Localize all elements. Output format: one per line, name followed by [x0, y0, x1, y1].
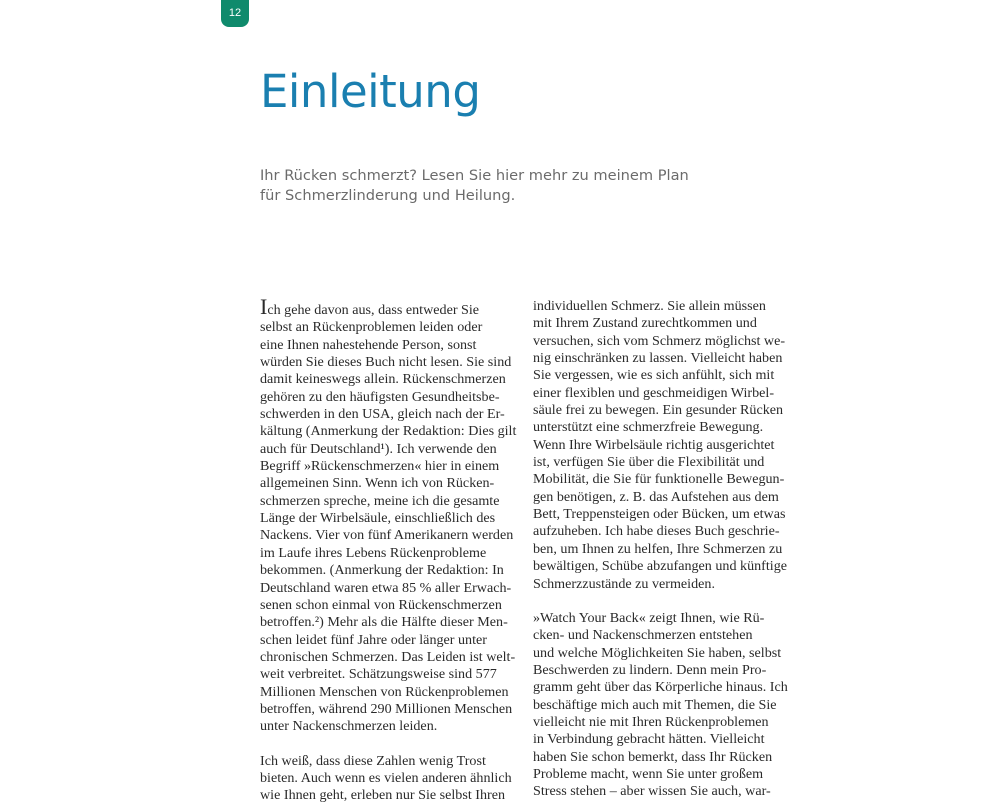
text-line: chronischen Schmerzen. Das Leiden ist welt- [260, 648, 516, 665]
text-line: Bett, Treppensteigen oder Bücken, um etwas [533, 506, 786, 523]
text-line: mit Ihrem Zustand zurechtkommen und [533, 315, 757, 332]
right-paragraph-1 [533, 298, 787, 593]
intro-line: für Schmerzlinderung und Heilung. [260, 187, 516, 204]
right-column [533, 298, 788, 801]
text-line: Wenn Ihre Wirbelsäule richtig ausgerichtet [533, 436, 775, 453]
text-line: würden Sie dieses Buch nicht lesen. Sie sind [260, 354, 512, 371]
left-column [260, 294, 517, 805]
text-line: gen benötigen, z. B. das Aufstehen aus dem [533, 488, 779, 505]
text-line: haben Sie schon bemerkt, dass Ihr Rücken [533, 748, 773, 765]
text-line [260, 294, 510, 319]
text-line: aufzuheben. Ich habe dieses Buch geschrie- [533, 523, 780, 540]
drop-cap: I [260, 294, 268, 319]
text-line: Millionen Menschen von Rückenproblemen [260, 683, 509, 700]
text-line: unterstützt eine schmerzfreie Bewegung. [533, 419, 764, 436]
left-paragraph-2 [260, 753, 510, 805]
text-line: Schmerzzustände zu vermeiden. [533, 575, 715, 592]
text-line: bieten. Auch wenn es vielen anderen ähnlich [260, 769, 512, 786]
text-line: in Verbindung gebracht hätten. Vielleicht [533, 731, 765, 748]
text-line: individuellen Schmerz. Sie allein müssen [533, 298, 766, 314]
right-paragraph-2 [533, 609, 788, 801]
text-line: Sie vergessen, wie es sich anfühlt, sich mit [533, 367, 775, 384]
text-line: Stress stehen – aber wissen Sie auch, war- [533, 783, 771, 800]
text-line: versuchen, sich vom Schmerz möglichst we- [533, 332, 786, 349]
text-line: eine Ihnen nahestehende Person, sonst [260, 336, 477, 353]
text-line: Ich weiß, dass diese Zahlen wenig Trost [260, 752, 486, 769]
text-line: Mobilität, die Sie für funktionelle Bewegun- [533, 471, 785, 488]
text-line: schwerden in den USA, gleich nach der Er- [260, 406, 505, 423]
page-number-badge: 12 [221, 0, 249, 27]
text-line: und welche Möglichkeiten Sie haben, selbst [533, 644, 782, 661]
text-line: schmerzen spreche, meine ich die gesamte [260, 492, 500, 509]
text-line: senen schon einmal von Rückenschmerzen [260, 596, 502, 613]
text-line: bewältigen, Schübe abzufangen und künftige [533, 558, 787, 575]
text-line: beschäftige mich auch mit Themen, die Sie [533, 696, 777, 713]
text-line: unter Nackenschmerzen leiden. [260, 718, 438, 735]
text-line: im Laufe ihres Lebens Rückenprobleme [260, 544, 487, 561]
left-paragraph-1 [260, 294, 517, 736]
text-line: selbst an Rückenproblemen leiden oder [260, 319, 483, 336]
text-line: Beschwerden zu lindern. Denn mein Pro- [533, 661, 767, 678]
text-line: Probleme macht, wenn Sie unter großem [533, 765, 764, 782]
text-line: Nackens. Vier von fünf Amerikanern werden [260, 527, 514, 544]
text-line: ben, um Ihnen zu helfen, Ihre Schmerzen zu [533, 540, 783, 557]
text-line: wie Ihnen geht, erleben nur Sie selbst Ihren [260, 787, 505, 804]
text-line: »Watch Your Back« zeigt Ihnen, wie Rü- [533, 609, 765, 626]
text-line: säule frei zu bewegen. Ein gesunder Rücken [533, 402, 784, 419]
text-line: schen leidet fünf Jahre oder länger unter [260, 631, 487, 648]
text-line: allgemeinen Sinn. Wenn ich von Rücken- [260, 475, 495, 492]
text-line: nig einschränken zu lassen. Vielleicht haben [533, 350, 783, 367]
text-line: betroffen.²) Mehr als die Hälfte dieser Men- [260, 614, 508, 631]
chapter-intro [260, 166, 690, 206]
text-line: weit verbreitet. Schätzungsweise sind 577 [260, 666, 497, 683]
intro-line: Ihr Rücken schmerzt? Lesen Sie hier mehr zu meinem Plan [260, 167, 689, 184]
text-line: gramm geht über das Körperliche hinaus. Ich [533, 679, 788, 696]
text-line: vielleicht nie mit Ihren Rückenproblemen [533, 713, 769, 730]
text-line: bekommen. (Anmerkung der Redaktion: In [260, 562, 504, 579]
text-line: gehören zu den häufigsten Gesundheitsbe- [260, 388, 500, 405]
text-line: kältung (Anmerkung der Redaktion: Dies gilt [260, 423, 517, 440]
chapter-title: Einleitung [260, 65, 481, 118]
text-line: Begriff »Rückenschmerzen« hier in einem [260, 458, 500, 475]
text-line: einer flexiblen und geschmeidigen Wirbel- [533, 384, 775, 401]
text-line: Deutschland waren etwa 85 % aller Erwach- [260, 579, 512, 596]
text-line: Länge der Wirbelsäule, einschließlich des [260, 510, 496, 527]
text-line: auch für Deutschland¹). Ich verwende den [260, 440, 497, 457]
text-line-rest: ch gehe davon aus, dass entweder Sie [267, 302, 480, 318]
text-line: damit keineswegs allein. Rückenschmerzen [260, 371, 506, 388]
text-line: betroffen, während 290 Millionen Menschen [260, 700, 513, 717]
text-line: ist, verfügen Sie über die Flexibilität und [533, 454, 765, 471]
text-line: cken- und Nackenschmerzen entstehen [533, 627, 753, 644]
